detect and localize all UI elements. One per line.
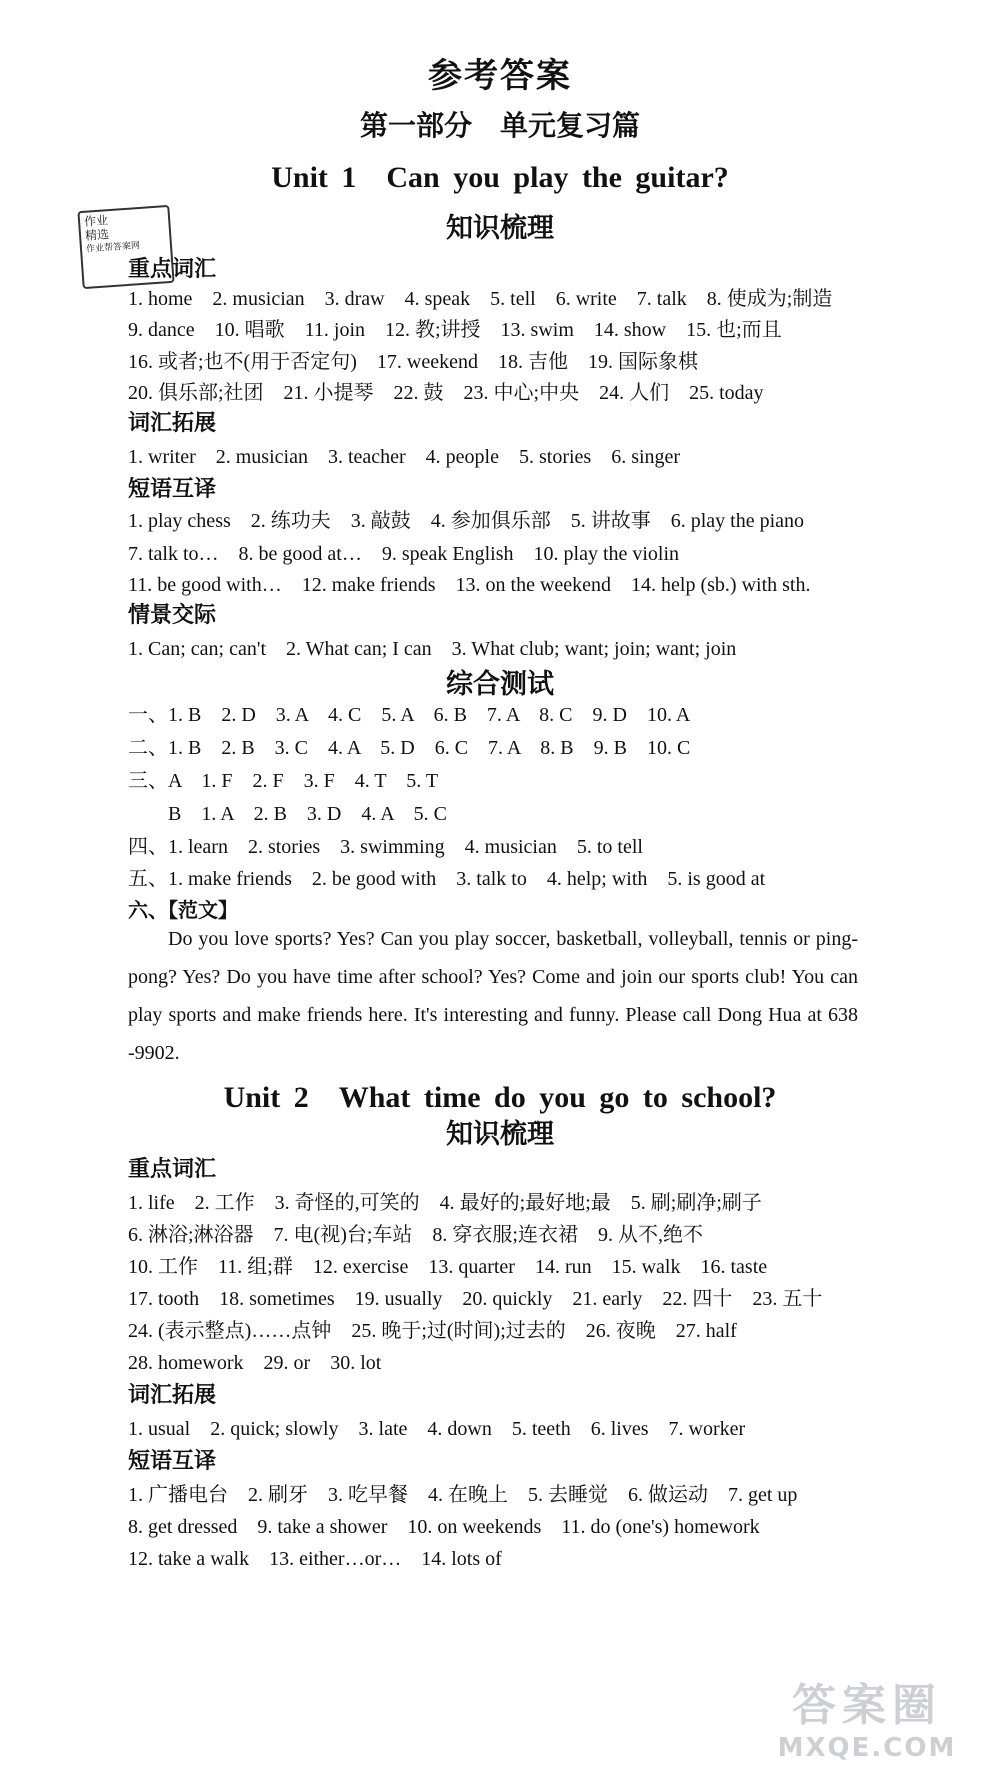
unit1-test-heading: 综合测试 bbox=[446, 669, 554, 700]
site-watermark bbox=[752, 1669, 982, 1763]
unit2-vocab-line: 28. homework 29. or 30. lot bbox=[128, 1352, 382, 1374]
unit1-test-line: 三、A 1. F 2. F 3. F 4. T 5. T bbox=[128, 770, 439, 792]
unit1-phrase-heading: 短语互译 bbox=[128, 477, 217, 502]
stamp-text-3: 作业帮答案网 bbox=[85, 241, 141, 255]
unit1-test-line: 一、1. B 2. D 3. A 4. C 5. A 6. B 7. A 8. C 9. D 10. A bbox=[128, 704, 691, 726]
unit1-expand-heading: 词汇拓展 bbox=[128, 411, 217, 436]
unit2-phrase-line: 8. get dressed 9. take a shower 10. on weekends 11. do (one's) homework bbox=[128, 1516, 760, 1538]
stamp-text-1: 作业 bbox=[83, 213, 109, 229]
unit1-vocab-line: 9. dance 10. 唱歌 11. join 12. 教;讲授 13. swim 14. show 15. 也;而且 bbox=[128, 319, 782, 341]
unit2-expand-line: 1. usual 2. quick; slowly 3. late 4. down 5. teeth 6. lives 7. worker bbox=[128, 1418, 746, 1440]
unit2-vocab-line: 6. 淋浴;淋浴器 7. 电(视)台;车站 8. 穿衣服;连衣裙 9. 从不,绝不 bbox=[128, 1224, 703, 1246]
unit2-phrase-line: 12. take a walk 13. either…or… 14. lots of bbox=[128, 1548, 502, 1570]
unit2-phrase-heading: 短语互译 bbox=[128, 1449, 217, 1474]
unit1-knowledge-heading: 知识梳理 bbox=[446, 213, 554, 244]
unit2-vocab-line: 17. tooth 18. sometimes 19. usually 20. quickly 21. early 22. 四十 23. 五十 bbox=[128, 1288, 823, 1310]
unit1-phrase-line: 7. talk to… 8. be good at… 9. speak English 10. play the violin bbox=[128, 543, 680, 565]
watermark-cn: 答案圈 bbox=[792, 1680, 942, 1731]
unit1-essay-text: Do you love sports? Yes? Can you play soccer, basketball, volleyball, tennis or ping-pong? Yes? Do you have time after school? Yes? Come and join our sports club! You can play sports and make friends here. It's interesting and funny. Please call Dong Hua at 638 -9902. bbox=[128, 928, 858, 1064]
unit2-vocab-line: 1. life 2. 工作 3. 奇怪的,可笑的 4. 最好的;最好地;最 5. 刷;刷净;刷子 bbox=[128, 1192, 762, 1214]
unit1-essay-heading: 六、【范文】 bbox=[128, 898, 238, 922]
unit1-title: Unit 1 Can you play the guitar? bbox=[271, 161, 729, 194]
unit1-test-line: 四、1. learn 2. stories 3. swimming 4. musician 5. to tell bbox=[128, 836, 643, 858]
unit1-dialog-line: 1. Can; can; can't 2. What can; I can 3. What club; want; join; want; join bbox=[128, 638, 737, 660]
unit2-vocab-line: 24. (表示整点)……点钟 25. 晚于;过(时间);过去的 26. 夜晚 27. half bbox=[128, 1320, 737, 1342]
unit1-vocab-heading: 重点词汇 bbox=[128, 257, 217, 282]
unit2-vocab-heading: 重点词汇 bbox=[128, 1157, 217, 1182]
unit2-phrase-line: 1. 广播电台 2. 刷牙 3. 吃早餐 4. 在晚上 5. 去睡觉 6. 做运动 7. get up bbox=[128, 1484, 798, 1506]
unit1-test-line: 五、1. make friends 2. be good with 3. talk to 4. help; with 5. is good at bbox=[128, 868, 766, 890]
unit1-vocab-line: 1. home 2. musician 3. draw 4. speak 5. tell 6. write 7. talk 8. 使成为;制造 bbox=[128, 288, 833, 310]
unit2-title: Unit 2 What time do you go to school? bbox=[223, 1081, 777, 1114]
page-title: 参考答案 bbox=[428, 56, 572, 96]
unit1-vocab-line: 16. 或者;也不(用于否定句) 17. weekend 18. 吉他 19. 国际象棋 bbox=[128, 351, 698, 373]
unit2-expand-heading: 词汇拓展 bbox=[128, 1383, 217, 1408]
unit1-phrase-line: 1. play chess 2. 练功夫 3. 敲鼓 4. 参加俱乐部 5. 讲故事 6. play the piano bbox=[128, 510, 805, 532]
unit2-knowledge-heading: 知识梳理 bbox=[446, 1119, 554, 1150]
unit1-test-line: 二、1. B 2. B 3. C 4. A 5. D 6. C 7. A 8. B 9. B 10. C bbox=[128, 737, 691, 759]
unit1-expand-line: 1. writer 2. musician 3. teacher 4. people 5. stories 6. singer bbox=[128, 446, 681, 468]
unit2-vocab-line: 10. 工作 11. 组;群 12. exercise 13. quarter 14. run 15. walk 16. taste bbox=[128, 1256, 768, 1278]
unit1-test-line: B 1. A 2. B 3. D 4. A 5. C bbox=[128, 803, 447, 825]
stamp-text-2: 精选 bbox=[84, 227, 110, 243]
unit1-phrase-line: 11. be good with… 12. make friends 13. on the weekend 14. help (sb.) with sth. bbox=[128, 574, 811, 596]
part-title: 第一部分 单元复习篇 bbox=[359, 109, 640, 142]
unit1-vocab-line: 20. 俱乐部;社团 21. 小提琴 22. 鼓 23. 中心;中央 24. 人们 25. today bbox=[128, 382, 764, 404]
watermark-en: MXQE.COM bbox=[777, 1733, 957, 1763]
unit1-dialog-heading: 情景交际 bbox=[128, 603, 217, 628]
